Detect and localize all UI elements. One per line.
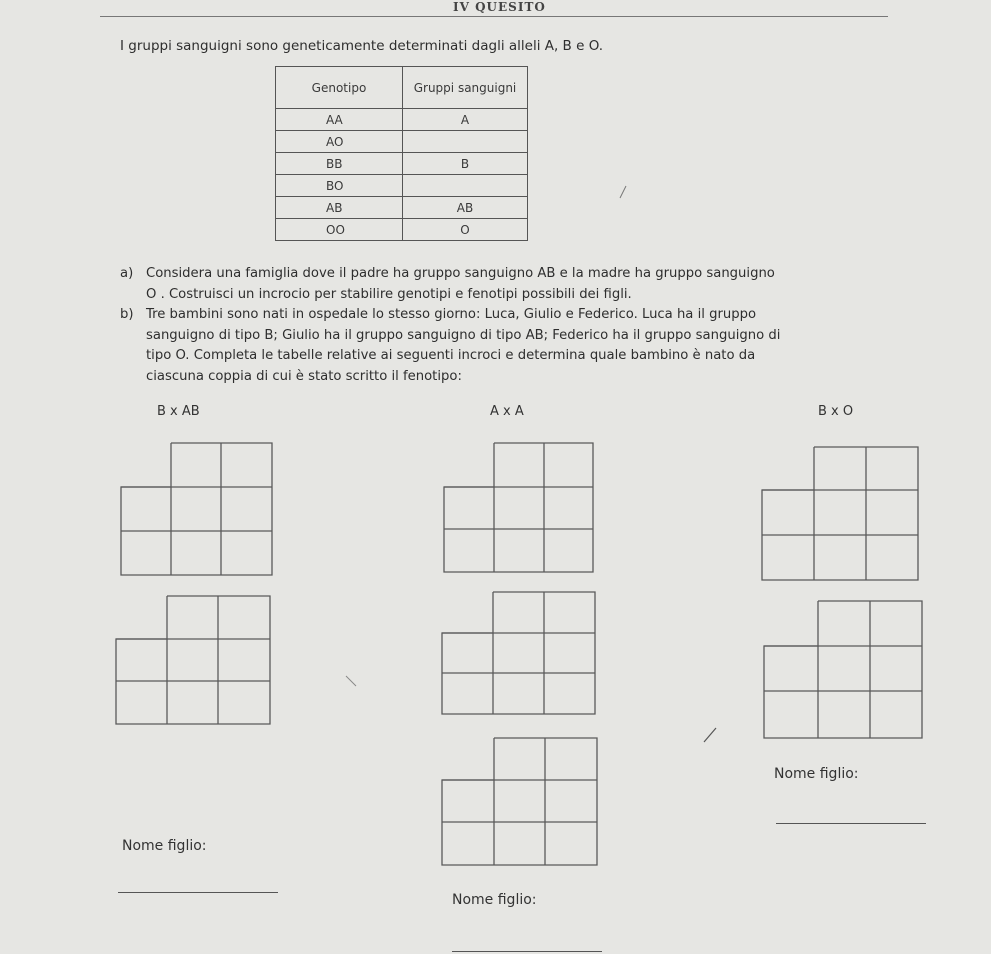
punnett-grid bbox=[116, 596, 270, 724]
genotype-cell: BB bbox=[276, 153, 403, 175]
pencil-mark bbox=[346, 676, 356, 686]
cross-label-b-x-o: B x O bbox=[818, 404, 854, 419]
pencil-mark bbox=[704, 728, 716, 742]
header-blood-group: Gruppi sanguigni bbox=[403, 67, 528, 109]
blood-group-cell: B bbox=[403, 153, 528, 175]
child-name-label: Nome figlio: bbox=[122, 838, 207, 854]
blood-group-cell: A bbox=[403, 109, 528, 131]
question-b-line: Tre bambini sono nati in ospedale lo stesso giorno: Luca, Giulio e Federico. Luca ha il gruppo bbox=[146, 307, 757, 322]
punnett-grid bbox=[762, 447, 918, 580]
question-b-line: ciascuna coppia di cui è stato scritto il fenotipo: bbox=[146, 368, 462, 384]
question-a-line: O . Costruisci un incrocio per stabilire genotipi e fenotipi possibili dei figli. bbox=[146, 286, 632, 302]
child-name-blank[interactable] bbox=[452, 951, 602, 952]
genotype-cell: AO bbox=[276, 131, 403, 153]
punnett-grid bbox=[121, 443, 272, 575]
punnett-grid bbox=[442, 738, 597, 865]
header-genotype: Genotipo bbox=[276, 67, 403, 109]
intro-text: I gruppi sanguigni sono geneticamente determinati dagli alleli A, B e O. bbox=[120, 38, 604, 54]
punnett-grid bbox=[442, 592, 595, 714]
question-a-line: Considera una famiglia dove il padre ha gruppo sanguigno AB e la madre ha gruppo sanguigno bbox=[146, 266, 775, 281]
question-a-label: a) bbox=[120, 266, 134, 281]
cross-label-b-x-ab: B x AB bbox=[157, 404, 200, 419]
question-b-line: tipo O. Completa le tabelle relative ai seguenti incroci e determina quale bambino è nato da bbox=[146, 348, 756, 363]
cross-label-a-x-a: A x A bbox=[490, 404, 524, 419]
child-name-label: Nome figlio: bbox=[452, 892, 537, 908]
blood-group-cell: O bbox=[403, 219, 528, 241]
child-name-blank[interactable] bbox=[118, 892, 278, 893]
genotype-cell: AB bbox=[276, 197, 403, 219]
question-b-label: b) bbox=[120, 307, 134, 322]
genotype-cell: AA bbox=[276, 109, 403, 131]
section-title: IV QUESITO bbox=[453, 0, 546, 14]
genotype-cell: OO bbox=[276, 219, 403, 241]
child-name-label: Nome figlio: bbox=[774, 766, 859, 782]
child-name-blank[interactable] bbox=[776, 823, 926, 824]
punnett-grid bbox=[764, 601, 922, 738]
punnett-grid bbox=[444, 443, 593, 572]
genotype-cell: BO bbox=[276, 175, 403, 197]
pencil-mark bbox=[620, 186, 626, 198]
blood-group-cell: AB bbox=[403, 197, 528, 219]
question-b-line: sanguigno di tipo B; Giulio ha il gruppo sanguigno di tipo AB; Federico ha il gruppo sanguigno di bbox=[146, 327, 781, 343]
